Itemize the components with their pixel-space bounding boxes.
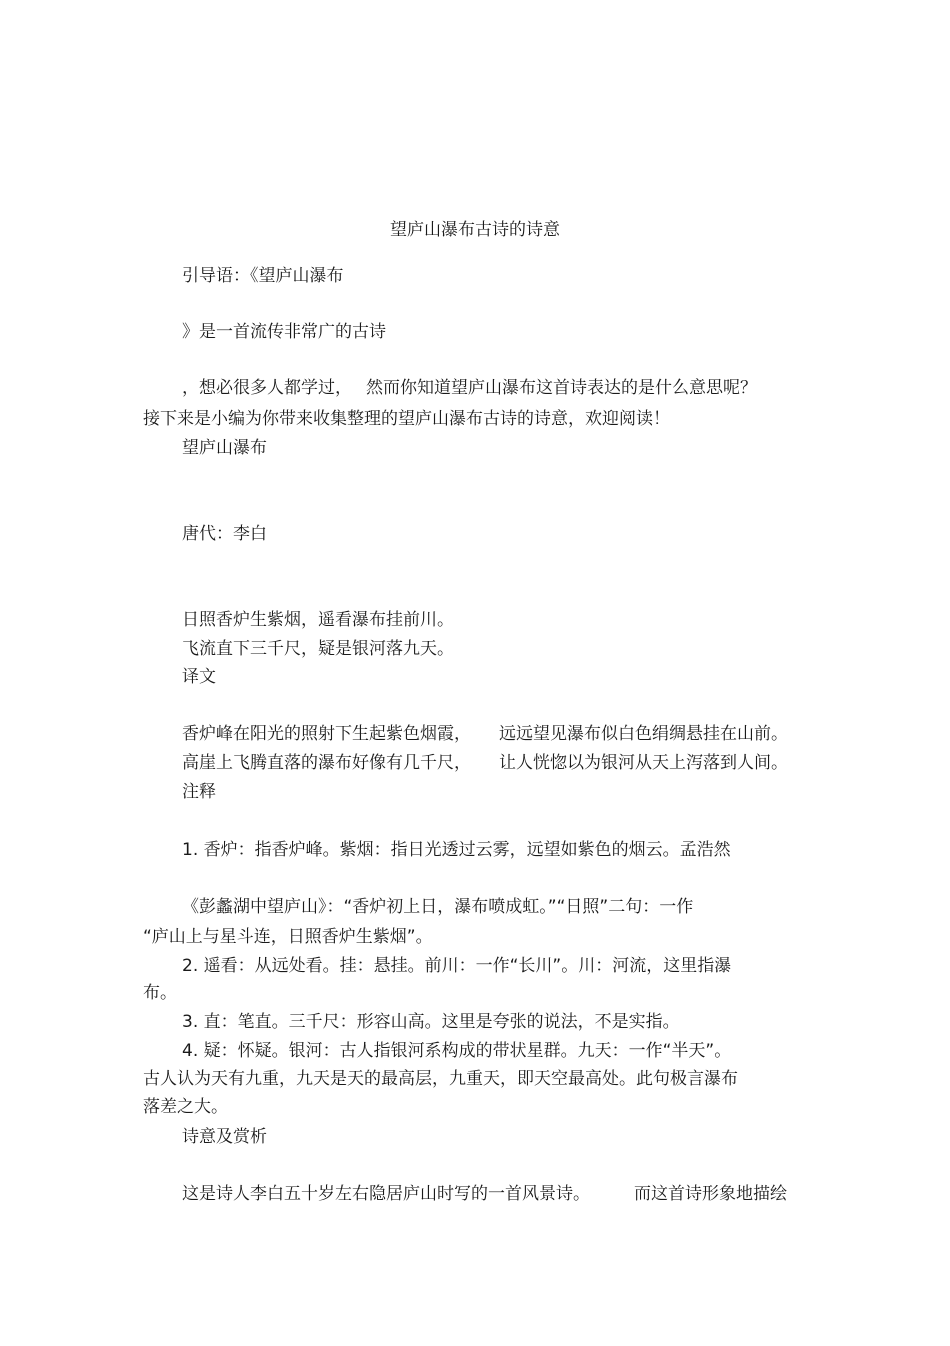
appreciation-heading: 诗意及赏析 [182, 1127, 267, 1147]
translation-line: 远远望见瀑布似白色绢绸悬挂在山前。 [499, 724, 788, 744]
note-line: 古人认为天有九重，九天是天的最高层，九重天，即天空最高处。此句极言瀑布 [143, 1069, 738, 1089]
intro-line: 接下来是小编为你带来收集整理的望庐山瀑布古诗的诗意，欢迎阅读！ [143, 409, 670, 429]
intro-line: 然而你知道望庐山瀑布这首诗表达的是什么意思呢？ [366, 378, 757, 398]
translation-line: 香炉峰在阳光的照射下生起紫色烟霞， [182, 724, 471, 744]
note-line: 《彭蠡湖中望庐山》：“香炉初上日，瀑布喷成虹。”“日照”二句：一作 [182, 897, 694, 917]
note-line: 4. 疑：怀疑。银河：古人指银河系构成的带状星群。九天：一作“半天”。 [182, 1041, 732, 1061]
note-line: 落差之大。 [143, 1097, 228, 1117]
appreciation-line: 这是诗人李白五十岁左右隐居庐山时写的一首风景诗。 [182, 1184, 590, 1204]
poem-title: 望庐山瀑布 [182, 438, 267, 458]
translation-line: 让人恍惚以为银河从天上泻落到人间。 [499, 753, 788, 773]
notes-heading: 注释 [182, 782, 216, 802]
poem-line: 飞流直下三千尺，疑是银河落九天。 [182, 639, 454, 659]
intro-line: 》是一首流传非常广的古诗 [182, 322, 386, 342]
note-line: 2. 遥看：从远处看。挂：悬挂。前川：一作“长川”。川：河流，这里指瀑 [182, 956, 732, 976]
note-line: “庐山上与星斗连，日照香炉生紫烟”。 [143, 927, 433, 947]
note-line: 1. 香炉：指香炉峰。紫烟：指日光透过云雾，远望如紫色的烟云。孟浩然 [182, 840, 731, 860]
translation-heading: 译文 [182, 667, 216, 687]
intro-line: ，想必很多人都学过， [182, 378, 352, 398]
poem-line: 日照香炉生紫烟，遥看瀑布挂前川。 [182, 610, 454, 630]
poem-author: 唐代：李白 [182, 524, 267, 544]
intro-line: 引导语：《望庐山瀑布 [182, 266, 344, 286]
appreciation-line: 而这首诗形象地描绘 [634, 1184, 787, 1204]
note-line: 布。 [143, 983, 177, 1003]
translation-line: 高崖上飞腾直落的瀑布好像有几千尺， [182, 753, 471, 773]
page-title: 望庐山瀑布古诗的诗意 [390, 220, 560, 240]
note-line: 3. 直：笔直。三千尺：形容山高。这里是夸张的说法，不是实指。 [182, 1012, 680, 1032]
